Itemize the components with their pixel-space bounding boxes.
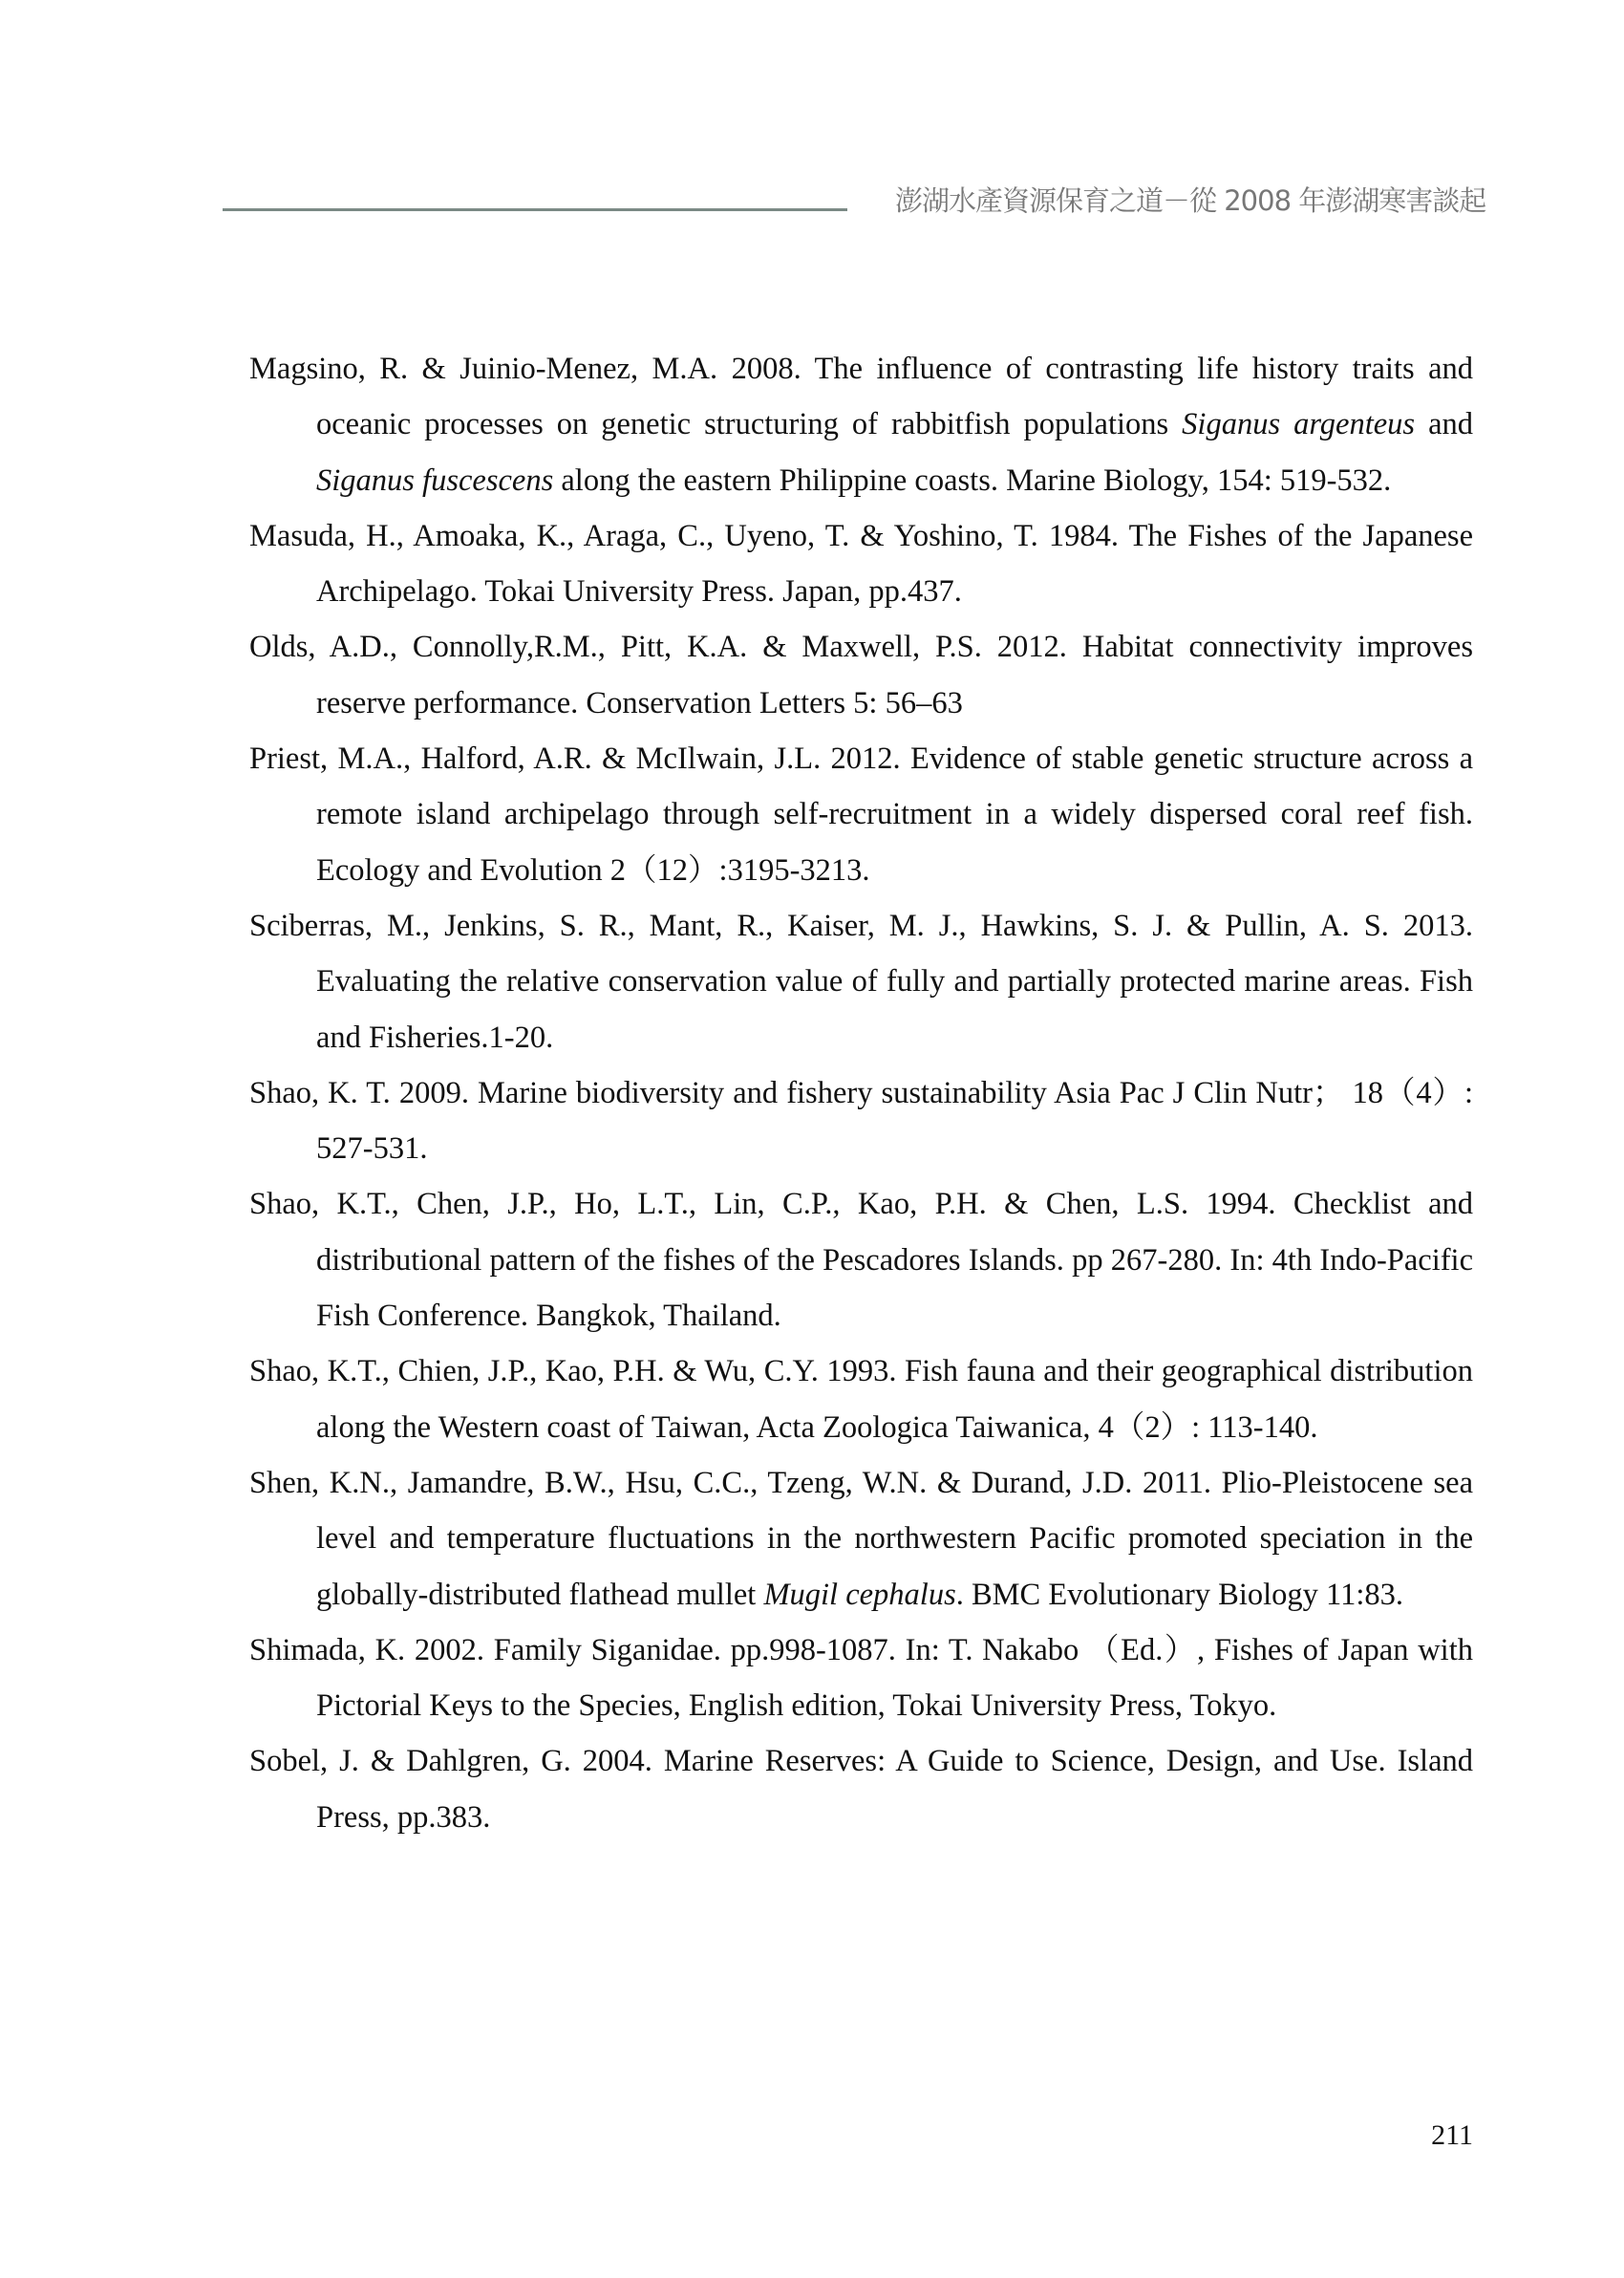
reference-list xyxy=(249,341,1473,1845)
reference-text: Shen, K.N., Jamandre, B.W., Hsu, C.C., Tzeng, W.N. & Durand, J.D. 2011. Plio-Pleistocene sea level and temperature fluctuations in the northwestern Pacific promoted speciation in the globally-distributed flathead mullet xyxy=(249,1465,1473,1612)
running-header-title: 澎湖水產資源保育之道－從 2008 年澎湖寒害談起 xyxy=(895,184,1486,217)
species-name: Siganus argenteus xyxy=(1182,407,1416,442)
reference-text: Masuda, H., Amoaka, K., Araga, C., Uyeno, T. & Yoshino, T. 1984. The Fishes of the Japanese Archipelago. Tokai University Press. Japan, pp.437. xyxy=(249,518,1473,610)
reference-text: Priest, M.A., Halford, A.R. & McIlwain, J.L. 2012. Evidence of stable genetic structure across a remote island archipelago through self-recruitment in a widely dispersed coral reef fish. Ecology and Evolution 2（12）:3195-3213. xyxy=(249,741,1473,888)
reference-text: Shao, K. T. 2009. Marine biodiversity and fishery sustainability Asia Pac J Clin Nutr； 18（4）: 527-531. xyxy=(249,1075,1473,1167)
reference-entry xyxy=(249,731,1473,898)
reference-entry xyxy=(249,1455,1473,1623)
reference-text: along the eastern Philippine coasts. Marine Biology, 154: 519-532. xyxy=(553,462,1392,498)
species-name: Mugil cephalus xyxy=(763,1577,956,1612)
reference-entry xyxy=(249,341,1473,508)
page-number: 211 xyxy=(1431,2119,1473,2151)
reference-text: Shao, K.T., Chen, J.P., Ho, L.T., Lin, C.P., Kao, P.H. & Chen, L.S. 1994. Checklist and distributional pattern of the fishes of the Pescadores Islands. pp 267-280. In: 4th Indo-Pacific Fish Conference. Bangkok, Thailand. xyxy=(249,1187,1473,1334)
reference-entry xyxy=(249,508,1473,620)
reference-entry xyxy=(249,1733,1473,1845)
reference-entry xyxy=(249,1065,1473,1177)
reference-text: Magsino, R. & Juinio-Menez, M.A. 2008. The influence of contrasting life history traits and oceanic processes on genetic structuring of rabbitfish populations xyxy=(249,352,1473,442)
reference-text: Shimada, K. 2002. Family Siganidae. pp.998-1087. In: T. Nakabo （Ed.）, Fishes of Japan with Pictorial Keys to the Species, English edition, Tokai University Press, Tokyo. xyxy=(249,1632,1473,1724)
reference-text: Olds, A.D., Connolly,R.M., Pitt, K.A. & Maxwell, P.S. 2012. Habitat connectivity improves reserve performance. Conservation Letters 5: 56–63 xyxy=(249,630,1473,720)
reference-text: and xyxy=(1415,407,1473,442)
reference-text: Sobel, J. & Dahlgren, G. 2004. Marine Reserves: A Guide to Science, Design, and Use. Island Press, pp.383. xyxy=(249,1744,1473,1835)
header-rule xyxy=(223,208,847,211)
reference-entry xyxy=(249,619,1473,731)
reference-entry xyxy=(249,1623,1473,1734)
reference-entry xyxy=(249,1176,1473,1343)
reference-text: Sciberras, M., Jenkins, S. R., Mant, R., Kaiser, M. J., Hawkins, S. J. & Pullin, A. S. 2013. Evaluating the relative conservation value of fully and partially protected marine areas. Fish and Fisheries.1-20. xyxy=(249,908,1473,1055)
reference-text: Shao, K.T., Chien, J.P., Kao, P.H. & Wu, C.Y. 1993. Fish fauna and their geographical distribution along the Western coast of Taiwan, Acta Zoologica Taiwanica, 4（2）: 113-140. xyxy=(249,1354,1473,1445)
reference-entry xyxy=(249,1343,1473,1455)
reference-text: . BMC Evolutionary Biology 11:83. xyxy=(955,1577,1403,1612)
species-name: Siganus fuscescens xyxy=(316,462,554,498)
reference-entry xyxy=(249,898,1473,1065)
